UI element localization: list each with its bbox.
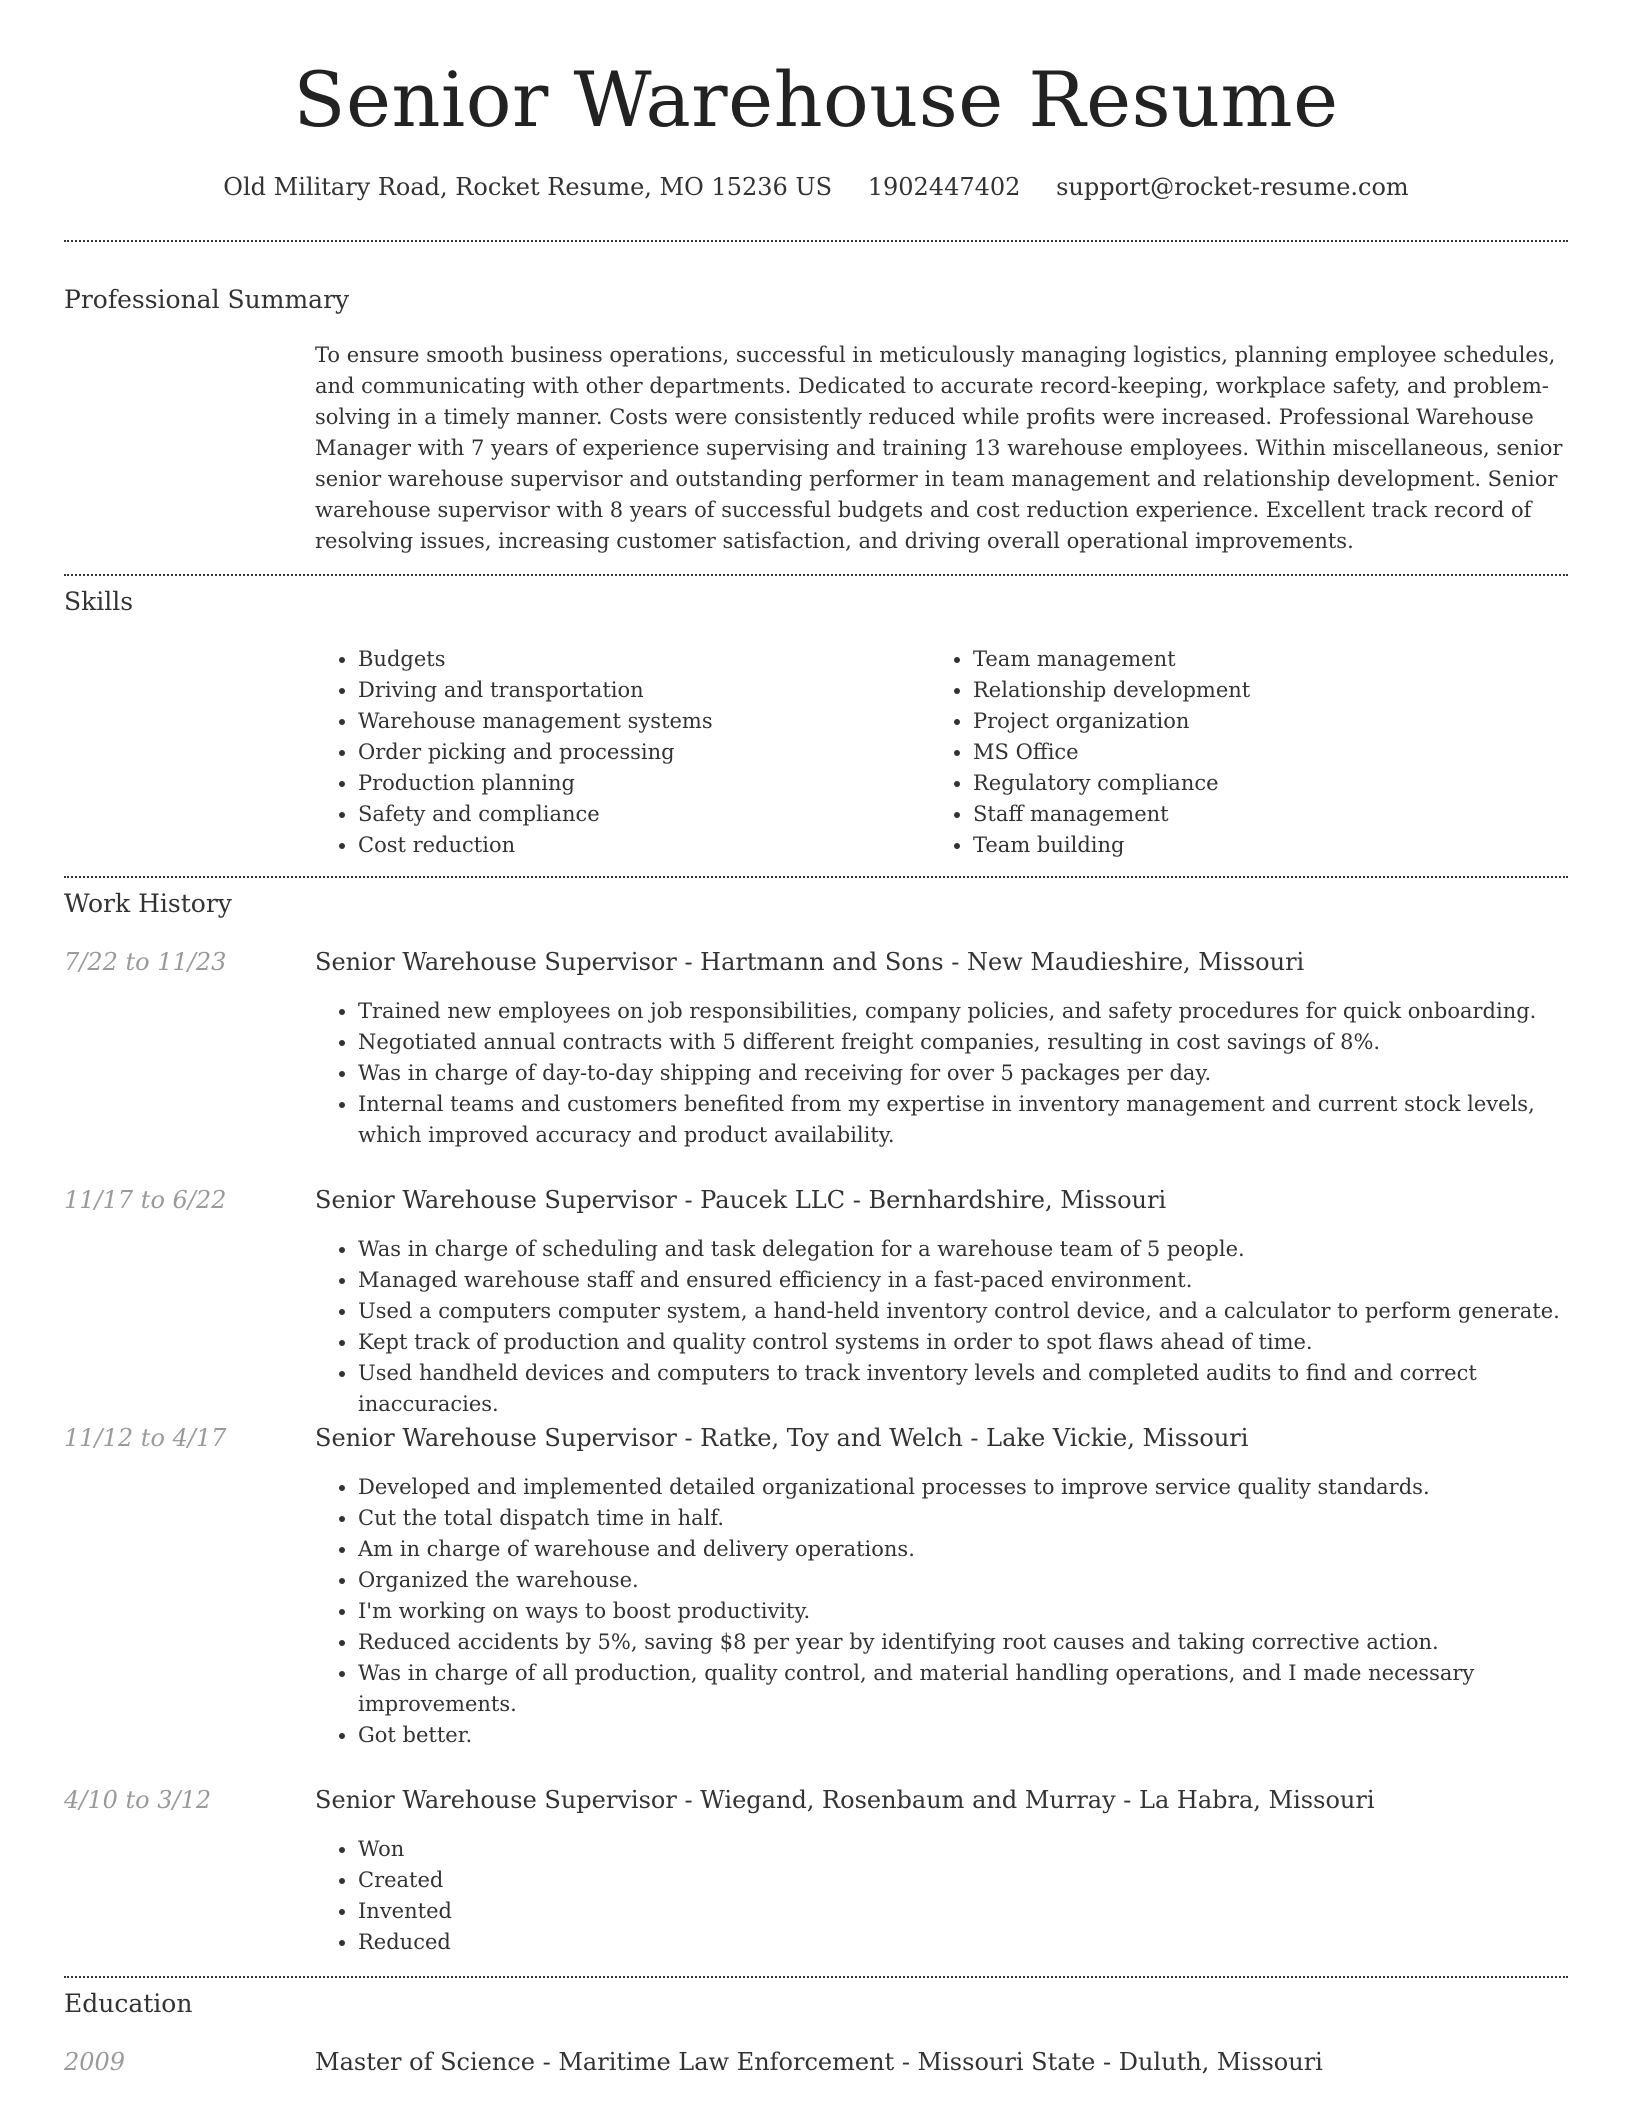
job-bullet: • Invented [358,1896,1568,1927]
education-year: 2009 [64,2048,126,2076]
job-bullet: • Won [358,1834,1568,1865]
job-bullet: • Managed warehouse staff and ensured efficiency in a fast-paced environment. [358,1265,1568,1296]
job-bullet: • Was in charge of day-to-day shipping and receiving for over 5 packages per day. [358,1058,1568,1089]
job-dates: 4/10 to 3/12 [64,1786,212,1814]
job-title: Senior Warehouse Supervisor - Paucek LLC - Bernhardshire, Missouri [315,1186,1167,1214]
skill-item: • Safety and compliance [358,799,915,830]
job-bullets [315,996,1568,1151]
job-bullet: • Used a computers computer system, a hand-held inventory control device, and a calculator to perform generate. [358,1296,1568,1327]
job-dates: 7/22 to 11/23 [64,948,227,976]
job-bullet: • Cut the total dispatch time in half. [358,1503,1568,1534]
job-bullet: • Trained new employees on job responsibilities, company policies, and safety procedures for quick onboarding. [358,996,1568,1027]
divider-summary [64,574,1568,576]
resume-name: Senior Warehouse Resume [293,55,1339,144]
skill-item: • Budgets [358,644,915,675]
job-bullets [315,1234,1568,1420]
summary-text: To ensure smooth business operations, successful in meticulously managing logistics, planning employee schedules, and communicating with other departments. Dedicated to accurate record-keeping, workplace safety, and problem-solving in a timely manner. Costs were consistently reduced while profits were increased. Professional Warehouse Manager with 7 years of experience supervising and training 13 warehouse employees. Within miscellaneous, senior senior warehouse supervisor and outstanding performer in team management and relationship development. Senior warehouse supervisor with 8 years of successful budgets and cost reduction experience. Excellent track record of resolving issues, increasing customer satisfaction, and driving overall operational improvements. [315,343,1563,553]
skill-item: • Order picking and processing [358,737,915,768]
skill-item: • Regulatory compliance [973,768,1530,799]
skill-item: • Relationship development [973,675,1530,706]
job-bullet: • Was in charge of scheduling and task delegation for a warehouse team of 5 people. [358,1234,1568,1265]
job-bullet: • Reduced accidents by 5%, saving $8 per year by identifying root causes and taking corrective action. [358,1627,1568,1658]
job-bullets [315,1472,1568,1751]
skills-column-right [930,644,1530,861]
contact-line [0,170,1632,204]
divider-header [64,240,1568,242]
contact-address: Old Military Road, Rocket Resume, MO 15236 US [223,173,833,201]
section-title-education: Education [64,1989,193,2018]
job-bullet: • Created [358,1865,1568,1896]
job-bullet: • Used handheld devices and computers to track inventory levels and completed audits to find and correct inaccuracies. [358,1358,1568,1420]
job-bullet: • Was in charge of all production, quality control, and material handling operations, and I made necessary improvements. [358,1658,1568,1720]
divider-skills [64,876,1568,878]
section-title-summary: Professional Summary [64,285,350,314]
job-bullet: • Organized the warehouse. [358,1565,1568,1596]
job-dates: 11/17 to 6/22 [64,1186,227,1214]
job-bullet: • Developed and implemented detailed organizational processes to improve service quality standards. [358,1472,1568,1503]
skill-item: • Staff management [973,799,1530,830]
job-bullet: • Reduced [358,1927,1568,1958]
skill-item: • Cost reduction [358,830,915,861]
job-bullet: • Am in charge of warehouse and delivery operations. [358,1534,1568,1565]
contact-email: support@rocket-resume.com [1056,173,1409,201]
job-title: Senior Warehouse Supervisor - Hartmann and Sons - New Maudieshire, Missouri [315,948,1305,976]
job-title: Senior Warehouse Supervisor - Ratke, Toy and Welch - Lake Vickie, Missouri [315,1424,1249,1452]
section-title-work-history: Work History [64,889,232,918]
job-title: Senior Warehouse Supervisor - Wiegand, Rosenbaum and Murray - La Habra, Missouri [315,1786,1375,1814]
job-bullet: • Kept track of production and quality control systems in order to spot flaws ahead of time. [358,1327,1568,1358]
job-bullet: • Negotiated annual contracts with 5 different freight companies, resulting in cost savings of 8%. [358,1027,1568,1058]
section-title-skills: Skills [64,587,134,616]
contact-phone: 1902447402 [867,173,1021,201]
job-dates: 11/12 to 4/17 [64,1424,227,1452]
job-bullet: • I'm working on ways to boost productivity. [358,1596,1568,1627]
skill-item: • Team management [973,644,1530,675]
divider-work-history [64,1976,1568,1978]
job-bullet: • Got better. [358,1720,1568,1751]
skill-item: • Production planning [358,768,915,799]
skill-item: • Driving and transportation [358,675,915,706]
skill-item: • Warehouse management systems [358,706,915,737]
job-bullets [315,1834,1568,1958]
skill-item: • Team building [973,830,1530,861]
skill-item: • Project organization [973,706,1530,737]
education-title: Master of Science - Maritime Law Enforcement - Missouri State - Duluth, Missouri [315,2048,1323,2076]
job-bullet: • Internal teams and customers benefited from my expertise in inventory management and current stock levels, which improved accuracy and product availability. [358,1089,1568,1151]
skills-column-left [315,644,915,861]
skill-item: • MS Office [973,737,1530,768]
